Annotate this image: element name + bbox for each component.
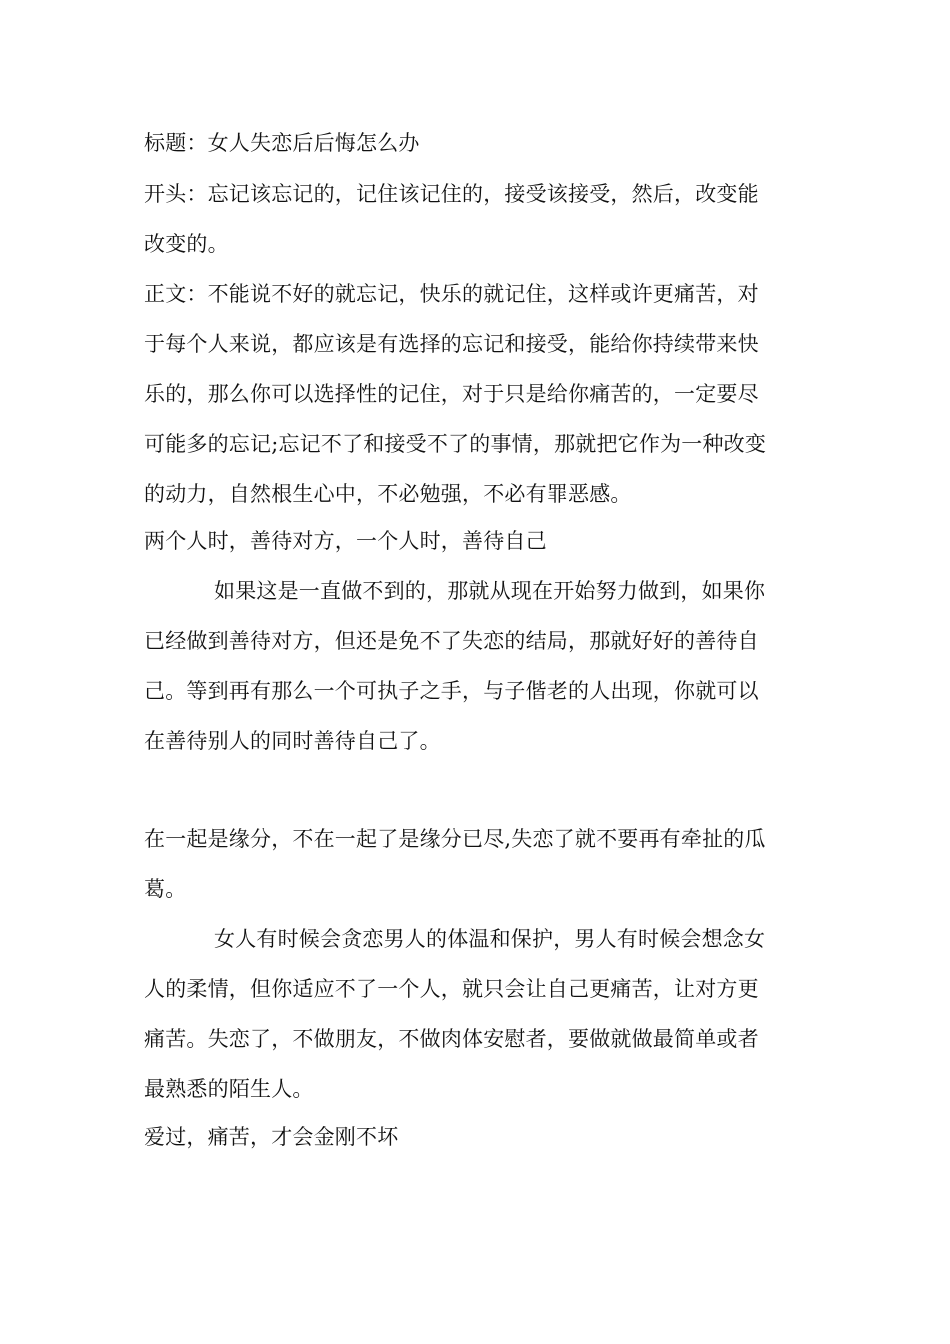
opening-line-2: 改变的。 — [144, 232, 229, 256]
paragraph-2-line-4: 最熟悉的陌生人。 — [144, 1077, 314, 1101]
body-intro-line-3: 乐的，那么你可以选择性的记住，对于只是给你痛苦的，一定要尽 — [144, 382, 759, 406]
paragraph-1-line-1: 如果这是一直做不到的，那就从现在开始努力做到，如果你 — [214, 579, 766, 603]
title-line: 标题：女人失恋后后悔怎么办 — [144, 131, 420, 155]
paragraph-2-line-2: 人的柔情，但你适应不了一个人，就只会让自己更痛苦，让对方更 — [144, 977, 759, 1001]
body-intro-line-4: 可能多的忘记;忘记不了和接受不了的事情，那就把它作为一种改变 — [144, 432, 767, 456]
body-intro-line-5: 的动力，自然根生心中，不必勉强，不必有罪恶感。 — [144, 482, 632, 506]
section-heading-1: 两个人时，善待对方，一个人时，善待自己 — [144, 529, 547, 553]
section-heading-3: 爱过，痛苦，才会金刚不坏 — [144, 1125, 399, 1149]
body-intro-line-2: 于每个人来说，都应该是有选择的忘记和接受，能给你持续带来快 — [144, 332, 759, 356]
paragraph-1-line-2: 已经做到善待对方，但还是免不了失恋的结局，那就好好的善待自 — [144, 629, 759, 653]
body-intro-line-1: 正文：不能说不好的就忘记，快乐的就记住，这样或许更痛苦，对 — [144, 282, 759, 306]
section-heading-2-line-1: 在一起是缘分，不在一起了是缘分已尽,失恋了就不要再有牵扯的瓜 — [144, 827, 766, 851]
paragraph-1-line-3: 己。等到再有那么一个可执子之手，与子偕老的人出现，你就可以 — [144, 679, 759, 703]
paragraph-2-line-1: 女人有时候会贪恋男人的体温和保护，男人有时候会想念女 — [214, 927, 766, 951]
opening-line-1: 开头：忘记该忘记的，记住该记住的，接受该接受，然后，改变能 — [144, 182, 759, 206]
paragraph-2-line-3: 痛苦。失恋了，不做朋友，不做肉体安慰者，要做就做最简单或者 — [144, 1027, 759, 1051]
paragraph-1-line-4: 在善待别人的同时善待自己了。 — [144, 729, 441, 753]
section-heading-2-line-2: 葛。 — [144, 877, 187, 901]
